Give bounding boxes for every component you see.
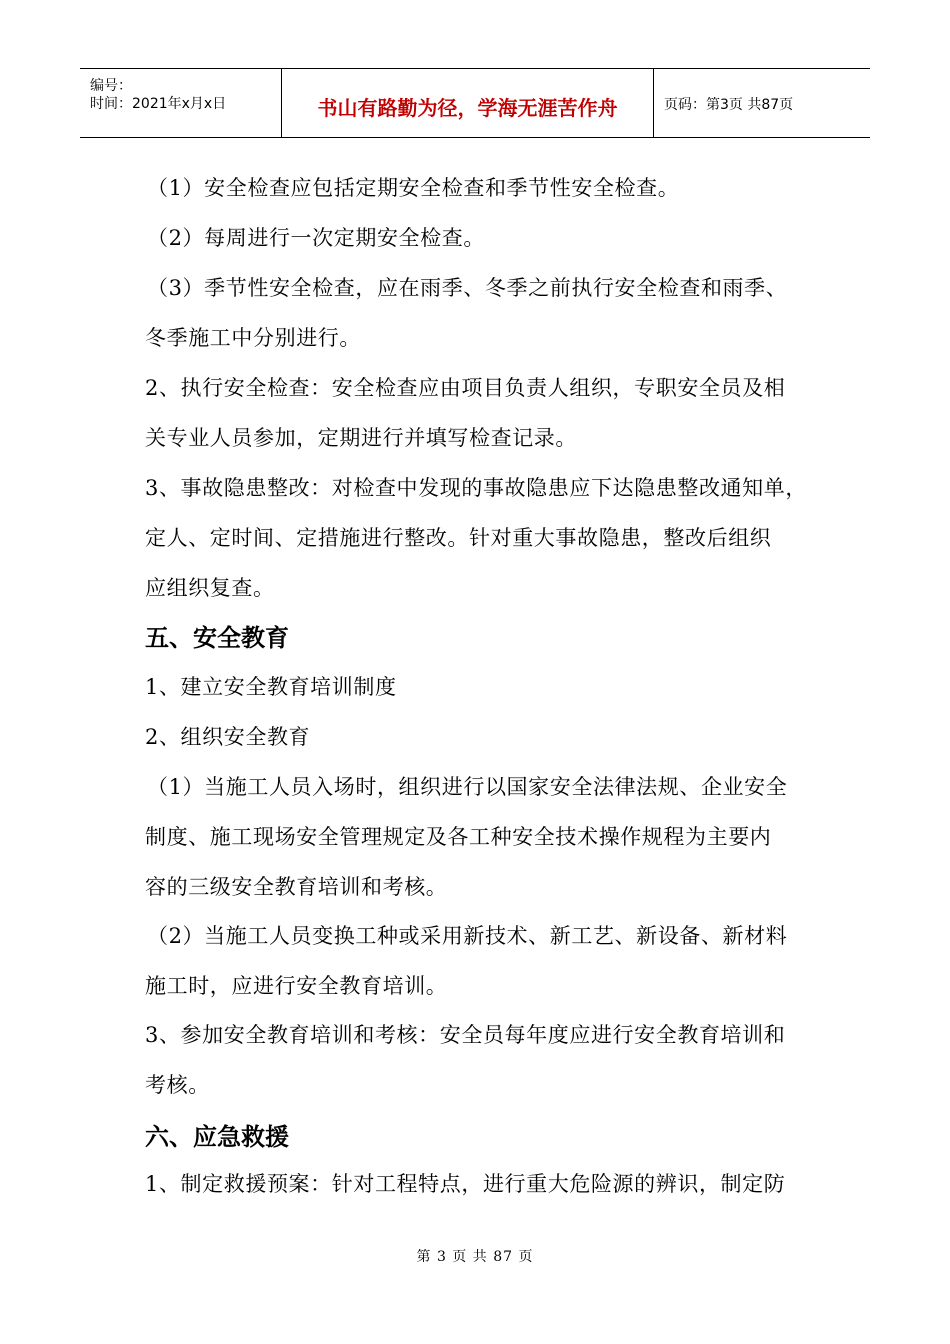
paragraph-line: 冬季施工中分别进行。 bbox=[145, 326, 361, 350]
paragraph-line: 2、执行安全检查：安全检查应由项目负责人组织，专职安全员及相 bbox=[145, 376, 786, 400]
paragraph-line: 应组织复查。 bbox=[145, 576, 275, 600]
paragraph-line: 施工时，应进行安全教育培训。 bbox=[145, 974, 448, 998]
header-info-cell bbox=[80, 69, 282, 137]
header-page-number: 页码：第3页 共87页 bbox=[664, 97, 794, 113]
paragraph-line: （2）当施工人员变换工种或采用新技术、新工艺、新设备、新材料 bbox=[147, 924, 788, 948]
paragraph-line: （3）季节性安全检查，应在雨季、冬季之前执行安全检查和雨季、 bbox=[147, 276, 788, 300]
paragraph-line: 1、建立安全教育培训制度 bbox=[145, 675, 397, 699]
paragraph-line: 考核。 bbox=[145, 1073, 210, 1097]
header-page-cell bbox=[654, 69, 870, 137]
paragraph-line: 3、事故隐患整改：对检查中发现的事故隐患应下达隐患整改通知单， bbox=[145, 476, 807, 500]
section-heading: 五、安全教育 bbox=[145, 624, 289, 652]
page-header bbox=[80, 68, 870, 138]
paragraph-line: （2）每周进行一次定期安全检查。 bbox=[147, 226, 485, 250]
doc-date-label: 时间：2021年x月x日 bbox=[90, 96, 227, 112]
paragraph-line: （1）当施工人员入场时，组织进行以国家安全法律法规、企业安全 bbox=[147, 775, 788, 799]
paragraph-line: 容的三级安全教育培训和考核。 bbox=[145, 875, 448, 899]
header-motto: 书山有路勤为径，学海无涯苦作舟 bbox=[317, 96, 618, 120]
paragraph-line: 1、制定救援预案：针对工程特点，进行重大危险源的辨识，制定防 bbox=[145, 1172, 786, 1196]
paragraph-line: 关专业人员参加，定期进行并填写检查记录。 bbox=[145, 426, 577, 450]
section-heading: 六、应急救援 bbox=[145, 1123, 289, 1151]
paragraph-line: 2、组织安全教育 bbox=[145, 725, 311, 749]
doc-number-label: 编号： bbox=[90, 78, 132, 94]
header-motto-cell bbox=[282, 69, 654, 137]
paragraph-line: 定人、定时间、定措施进行整改。针对重大事故隐患，整改后组织 bbox=[145, 526, 772, 550]
paragraph-line: 3、参加安全教育培训和考核：安全员每年度应进行安全教育培训和 bbox=[145, 1023, 786, 1047]
paragraph-line: （1）安全检查应包括定期安全检查和季节性安全检查。 bbox=[147, 176, 680, 200]
paragraph-line: 制度、施工现场安全管理规定及各工种安全技术操作规程为主要内 bbox=[145, 825, 772, 849]
page-footer: 第 3 页 共 87 页 bbox=[416, 1249, 534, 1265]
